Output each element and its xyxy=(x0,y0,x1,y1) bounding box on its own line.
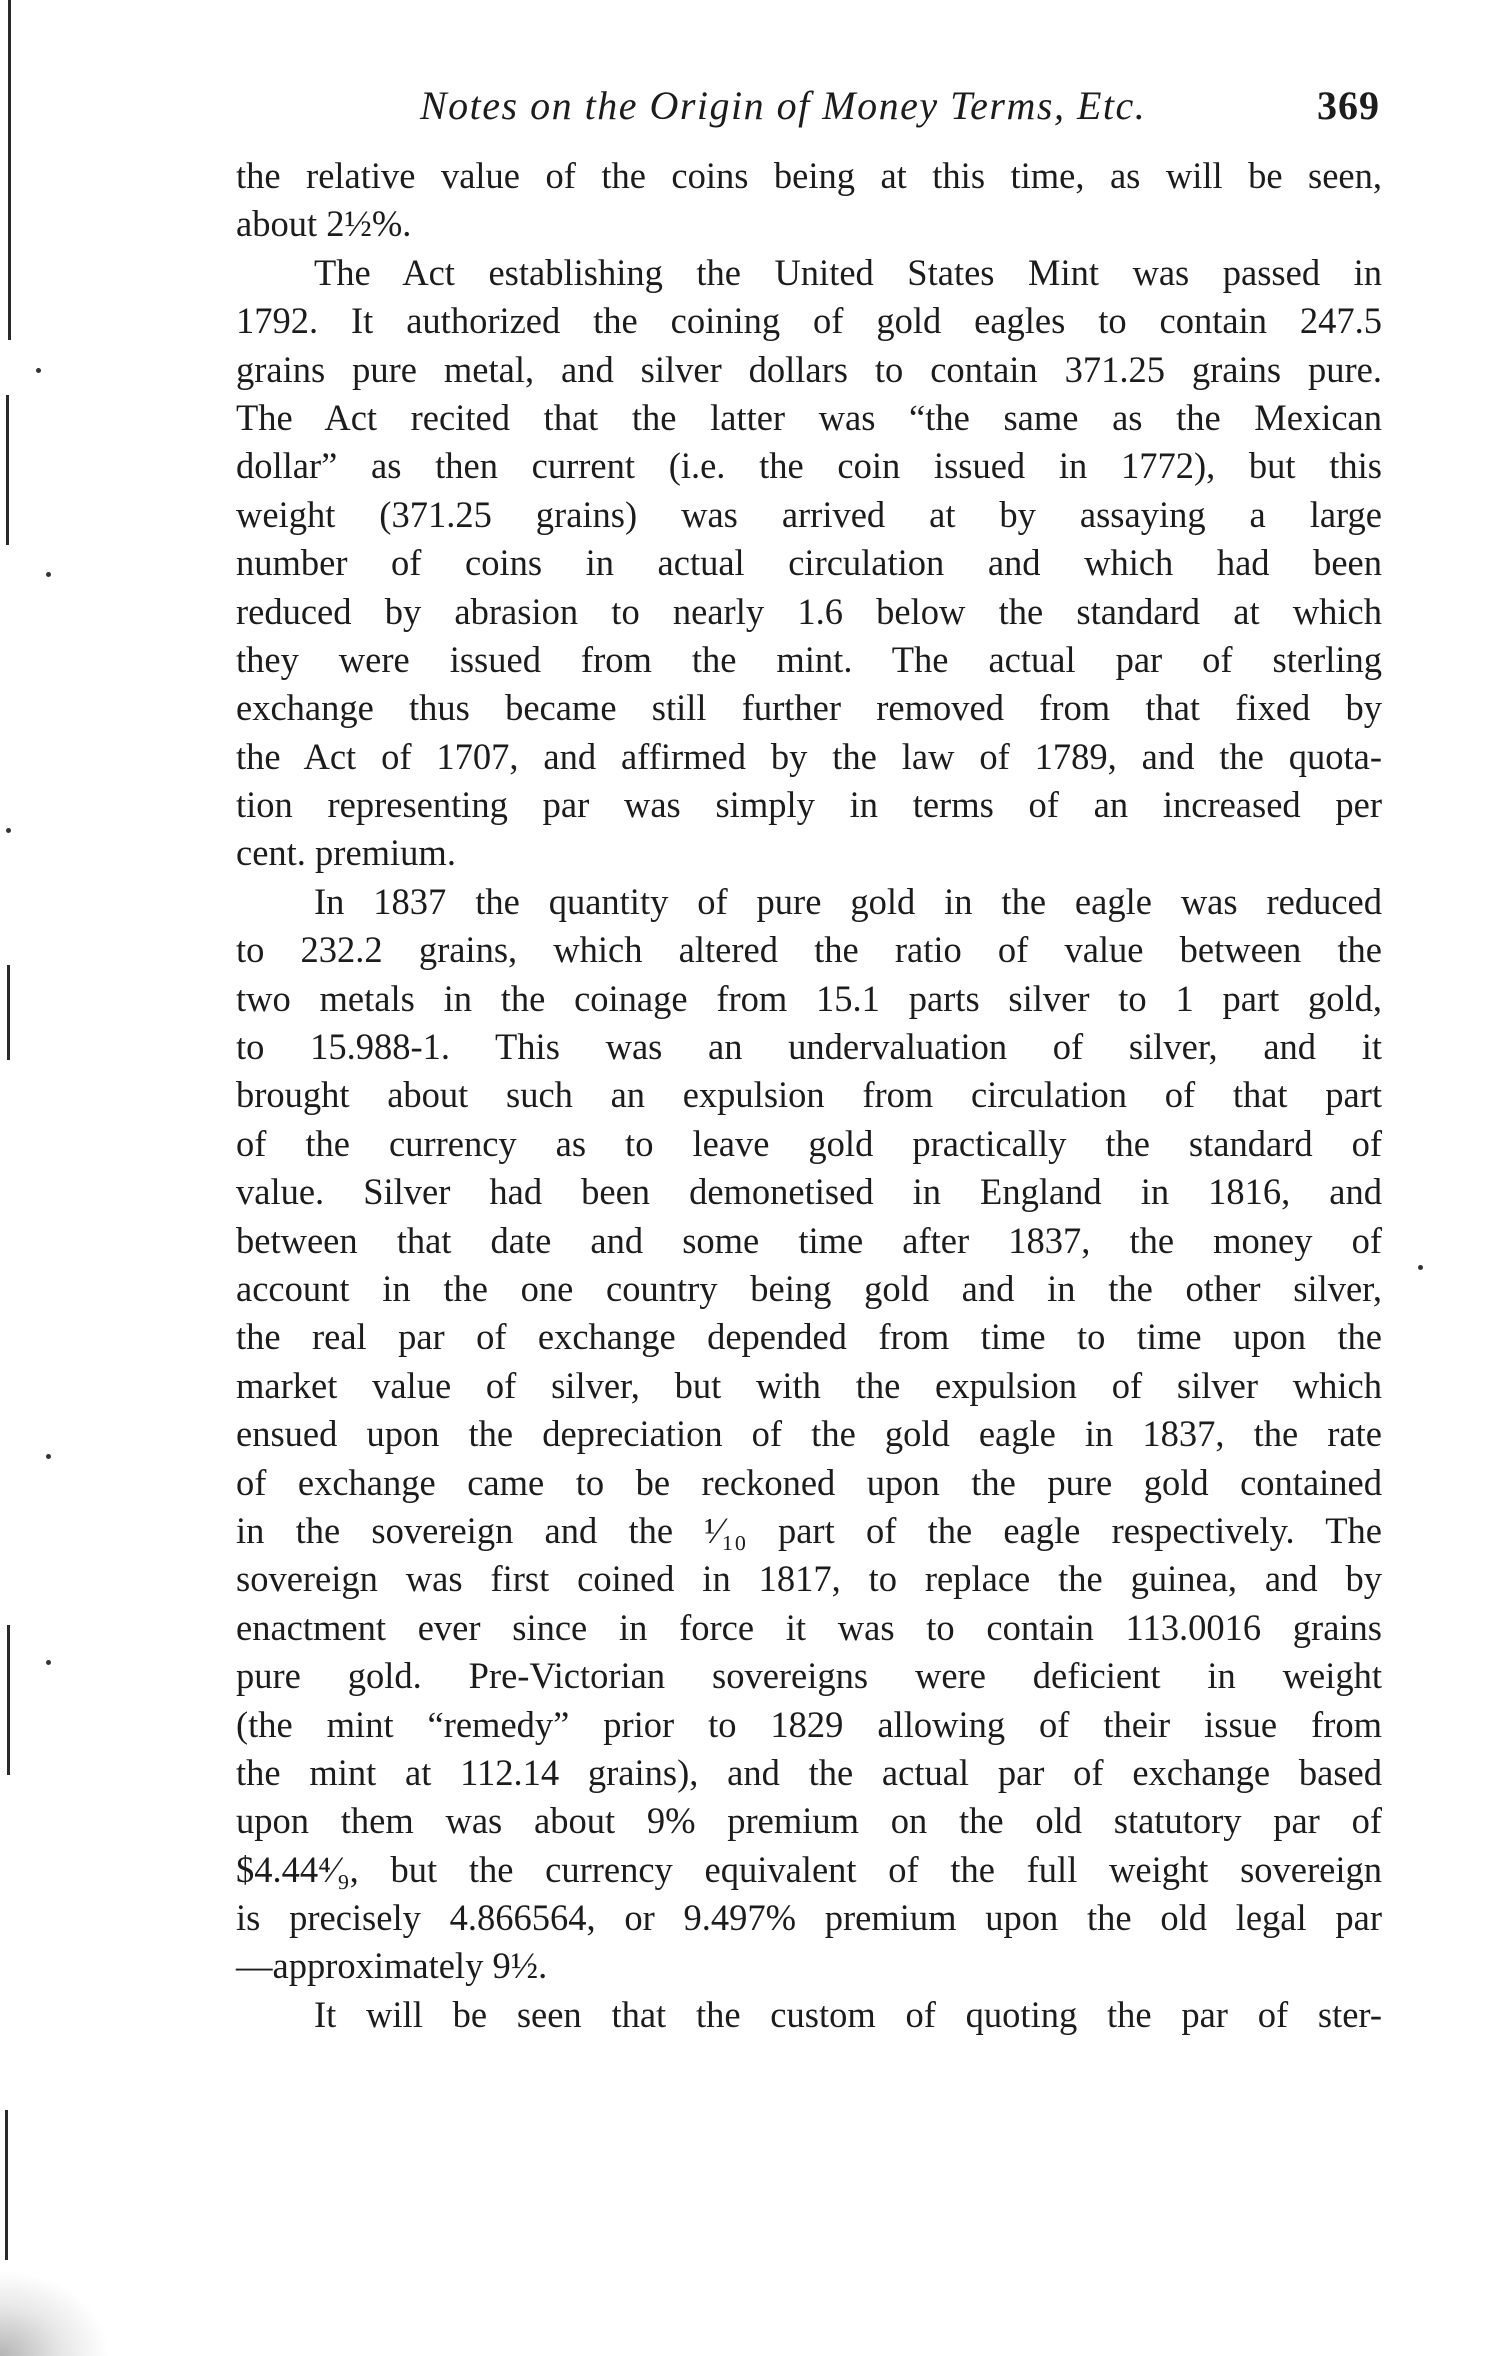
text-line: of exchange came to be reckoned upon the pure gold contained xyxy=(236,1461,1382,1503)
text-line: 1792. It authorized the coining of gold eagles to contain 247.5 xyxy=(236,300,1382,342)
text-line: to 15.988-1. This was an undervaluation of silver, and it xyxy=(236,1026,1382,1068)
binding-edge-mark-3 xyxy=(7,965,10,1060)
text-line: about 2½%. xyxy=(236,203,412,245)
text-line: sovereign was first coined in 1817, to replace the guinea, and by xyxy=(236,1558,1382,1600)
text-line: The Act establishing the United States Mint was passed in xyxy=(314,251,1382,293)
text-line: of the currency as to leave gold practically the standard of xyxy=(236,1122,1382,1164)
text-line: It will be seen that the custom of quoting the par of ster- xyxy=(314,1993,1382,2035)
body-text xyxy=(236,152,1382,2039)
text-line: account in the one country being gold and in the other silver, xyxy=(236,1267,1382,1309)
text-line: weight (371.25 grains) was arrived at by assaying a large xyxy=(236,493,1382,535)
text-line: exchange thus became still further removed from that fixed by xyxy=(236,687,1382,729)
text-line: two metals in the coinage from 15.1 parts silver to 1 part gold, xyxy=(236,977,1382,1019)
running-head xyxy=(420,82,1380,142)
text-line: number of coins in actual circulation and which had been xyxy=(236,542,1382,584)
text-line: the relative value of the coins being at this time, as will be seen, xyxy=(236,155,1382,196)
text-line: ensued upon the depreciation of the gold eagle in 1837, the rate xyxy=(236,1413,1382,1455)
scan-speck-5 xyxy=(46,1660,51,1665)
text-line: in the sovereign and the ¹⁄₁₀ part of the eagle respectively. The xyxy=(236,1509,1382,1551)
text-line: In 1837 the quantity of pure gold in the eagle was reduced xyxy=(314,880,1382,922)
text-line: dollar” as then current (i.e. the coin issued in 1772), but this xyxy=(236,445,1382,487)
text-line: upon them was about 9% premium on the old statutory par of xyxy=(236,1800,1382,1842)
binding-edge-mark-2 xyxy=(6,395,9,545)
text-line: tion representing par was simply in terms of an increased per xyxy=(236,784,1382,826)
scan-speck-6 xyxy=(1418,1265,1423,1270)
text-line: cent. premium. xyxy=(236,832,456,874)
text-line: (the mint “remedy” prior to 1829 allowing of their issue from xyxy=(236,1703,1382,1745)
text-line: value. Silver had been demonetised in England in 1816, and xyxy=(236,1171,1382,1213)
text-line: the real par of exchange depended from time to time upon the xyxy=(236,1316,1382,1358)
text-line: between that date and some time after 1837, the money of xyxy=(236,1219,1382,1261)
text-line: brought about such an expulsion from circulation of that part xyxy=(236,1074,1382,1116)
text-line: the mint at 112.14 grains), and the actual par of exchange based xyxy=(236,1751,1382,1793)
scan-speck-3 xyxy=(6,828,11,833)
text-line: reduced by abrasion to nearly 1.6 below the standard at which xyxy=(236,590,1382,632)
text-line: market value of silver, but with the expulsion of silver which xyxy=(236,1364,1382,1406)
scan-speck-4 xyxy=(46,1454,51,1459)
binding-edge-mark-4 xyxy=(7,1625,10,1775)
text-line: the Act of 1707, and affirmed by the law of 1789, and the quota- xyxy=(236,735,1382,777)
binding-edge-mark-5 xyxy=(5,2110,8,2260)
corner-smudge xyxy=(0,2270,110,2356)
scan-speck-2 xyxy=(46,572,51,577)
text-line: grains pure metal, and silver dollars to contain 371.25 grains pure. xyxy=(236,348,1382,390)
text-line: pure gold. Pre-Victorian sovereigns were deficient in weight xyxy=(236,1655,1382,1697)
page-number: 369 xyxy=(1317,83,1380,128)
running-title: Notes on the Origin of Money Terms, Etc. xyxy=(420,83,1147,128)
text-line: is precisely 4.866564, or 9.497% premium upon the old legal par xyxy=(236,1897,1382,1939)
text-line: to 232.2 grains, which altered the ratio of value between the xyxy=(236,929,1382,971)
scan-speck-1 xyxy=(36,368,41,373)
binding-edge-mark-1 xyxy=(8,0,11,340)
text-line: $4.44⁴⁄₉, but the currency equivalent of the full weight sovereign xyxy=(236,1848,1382,1890)
text-line: enactment ever since in force it was to contain 113.0016 grains xyxy=(236,1606,1382,1648)
text-line: —approximately 9½. xyxy=(236,1945,548,1987)
text-line: they were issued from the mint. The actual par of sterling xyxy=(236,638,1382,680)
text-line: The Act recited that the latter was “the same as the Mexican xyxy=(236,396,1382,438)
